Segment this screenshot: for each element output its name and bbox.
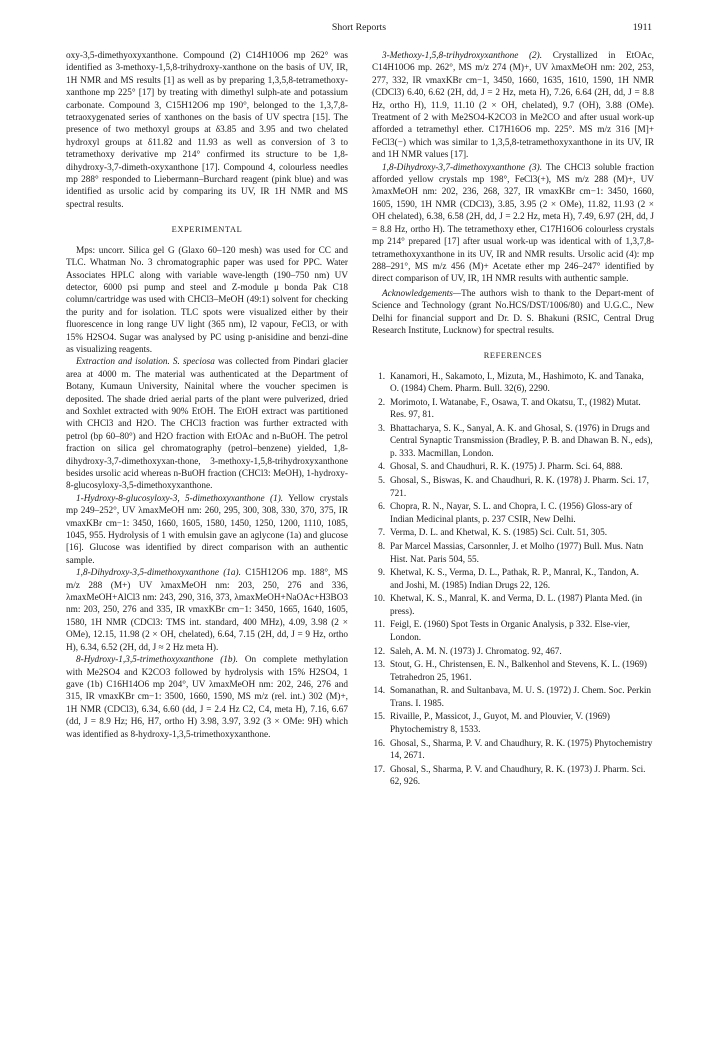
reference-item <box>372 397 654 422</box>
results-paragraph: oxy-3,5-dimethyoxyxanthone. Compound (2) C14H10O6 mp 262° was identified as 3-methoxy-1,5,8-trihydroxy-xanthone on the basis of UV, IR, 1H NMR and MS results [1] as well as by preparing 1,3,5,8-tetramethoxy-xanthone mp 225° [17] by treating with dimethyl sulph-ate and potassium carbonate. Compound 3, C15H12O6 mp 190°, belonged to the 1,3,7,8-tetraoxygenated series of xanthones on the basis of UV spectra [15]. The presence of two methoxyl groups at δ3.85 and 3.95 and two chelated hydroxyl groups at δ11.82 and 11.93 as well as conversion of 3 to tetramethoxy derivative mp 214° confirmed its structure to be 1,8-dihydroxy-3,7-dimeth-oxyxanthone [17]. Compound 4, colourless needles mp 288° responded to Liebermann–Burchard reagent (pink blue) and was identified as ursolic acid by comparing its UV, IR 1H NMR and MS spectral results. <box>66 51 348 210</box>
acknowledgements-text: The authors wish to thank to the Depart-ment of Science and Technology (grant No.HCS/DST/1006/80) and U.G.C., New Delhi for financial support and Dr. D. S. Bhakuni (RSIC, Central Drug Research Institute, Lucknow) for spectral results. <box>372 288 654 336</box>
experimental-heading: EXPERIMENTAL <box>171 225 243 235</box>
reference-text: Khetwal, K. S., Verma, D. L., Pathak, R. P., Manral, K., Tandon, A. and Joshi, M. (1985) Indian Drugs 22, 126. <box>390 568 639 591</box>
reference-text: Khetwal, K. S., Manral, K. and Verma, D. L. (1987) Planta Med. (in press). <box>390 594 643 617</box>
compound-3-text: The CHCl3 soluble fraction afforded yellow crystals mp 198°, FeCl3(+), MS m/z 288 (M)+, UV λmaxMeOH nm: 202, 236, 268, 327, IR νmaxKBr cm−1: 3450, 1660, 1605, 1590, 1H NMR (CDCl3), 3.85, 3.95 (2 × OMe), 11.82, 11.93 (2 × OH chelated), 6.38, 6.58 (2H, dd, J = 2.2 Hz, meta H), 7.49, 6.97 (2H, dd, J = 8.8 Hz, ortho H). The tetramethoxy ether, C17H16O6 colourless crystals mp 214° prepared [17] after usual work-up was identical with of 1,3,7,8-tetramethoxyxanthone in its UV, IR and NMR results. Ursolic acid (4): mp 288–291°, MS m/z 456 (M)+ Acetate ether mp 246–247° identified by direct comparison of UV, IR, 1H NMR results with authentic sample. <box>372 162 654 285</box>
reference-text: Rivaille, P., Massicot, J., Guyot, M. and Plouvier, V. (1969) Phytochemistry 8, 1533. <box>390 712 611 735</box>
acknowledgements-paragraph <box>372 288 654 338</box>
reference-number: 9. <box>378 568 385 579</box>
reference-number: 5. <box>378 476 385 487</box>
running-title: Short Reports <box>331 22 387 33</box>
compound-1-paragraph <box>66 493 348 567</box>
compound-2-text: Crystallized in EtOAc, C14H10O6 mp. 262°, MS m/z 274 (M)+, UV λmaxMeOH nm: 202, 253, 277, 332, IR νmaxKBr cm−1, 3450, 1660, 1635, 1610, 1590, 1H NMR (CDCl3) 6.40, 6.62 (2H, dd, J = 2 Hz, meta H), 7.26, 6.64 (2H, dd, J = 8.8 Hz, ortho H), 11.9, 11.10 (2 × OH, chelated), 9.7 (OH), 3.88 (OMe). Treatment of 2 with Me2SO4-K2CO3 in Me2CO and after usual work-up afforded a tetramethyl ether. C17H16O6 mp. 225°. MS m/z 316 [M]+ FeCl3(−) which was similar to 1,3,5,8-tetramethoxyxanthone in its UV, IR and 1H NMR values [17]. <box>372 51 654 161</box>
reference-item <box>372 593 654 618</box>
reference-text: Ghosal, S., Sharma, P. V. and Chaudhury, R. K. (1973) J. Pharm. Sci. 62, 926. <box>390 764 646 788</box>
reference-text: Kanamori, H., Sakamoto, I., Mizuta, M., Hashimoto, K. and Tanaka, O. (1984) Chem. Pharm. Bull. 32(6), 2290. <box>390 371 644 395</box>
reference-number: 11. <box>373 620 385 631</box>
reference-item <box>372 646 654 658</box>
compound-1b-lead: 8-Hydroxy-1,3,5-trimethoxyxanthone (1b). <box>76 655 238 666</box>
methods-paragraph: Mps: uncorr. Silica gel G (Glaxo 60–120 mesh) was used for CC and TLC. Whatman No. 3 chromatographic paper was used for PPC. Water Associates HPLC along with variable wave-length (190–750 nm) UV detector, 6000 psi pump and steel and Z-module μ bonda Pak C18 column/cartridge was used with CHCl3–MeOH (49:1) solvent for checking the purity and for isolation. TLC spots were visualized either by their fluorescence in long range UV light (365 nm), I2 vapour, FeCl3, or with 15% H2SO4. Sugar was analysed by PC using p-anisidine and benzi-dine as visualizing reagents. <box>66 245 348 355</box>
reference-item <box>372 659 654 684</box>
reference-item <box>372 738 654 763</box>
left-column <box>66 50 348 741</box>
reference-item <box>372 711 654 736</box>
reference-item <box>372 527 654 539</box>
reference-number: 2. <box>378 397 385 408</box>
reference-text: Morimoto, I. Watanabe, F., Osawa, T. and Okatsu, T., (1982) Mutat. Res. 97, 81. <box>390 397 641 421</box>
reference-number: 8. <box>378 542 385 553</box>
reference-number: 17. <box>373 764 385 775</box>
reference-number: 16. <box>373 738 385 749</box>
compound-1-text: Yellow crystals mp 249–252°, UV λmaxMeOH nm: 260, 295, 300, 308, 330, 370, 375, IR νmaxKBr cm−1: 3450, 1660, 1605, 1580, 1450, 1250, 1200, 1110, 1085, 1045, 955. Hydrolysis of 1 with emulsin gave an aglycone (1a) and glucose [16]. Glucose was identified by direct comparison with an authentic sample. <box>66 493 348 566</box>
reference-text: Somanathan, R. and Sultanbava, M. U. S. (1972) J. Chem. Soc. Perkin Trans. I. 1985. <box>390 686 652 709</box>
reference-text: Chopra, R. N., Nayar, S. L. and Chopra, I. C. (1956) Gloss-ary of Indian Medicinal plants, p. 237 CSIR, New Delhi. <box>390 502 633 525</box>
reference-item <box>372 501 654 526</box>
references-heading: REFERENCES <box>483 351 543 361</box>
compound-3-paragraph <box>372 162 654 286</box>
reference-text: Ghosal, S., Biswas, K. and Chaudhuri, R. K. (1978) J. Pharm. Sci. 17, 721. <box>390 476 649 499</box>
compound-3-lead: 1,8-Dihydroxy-3,7-dimethoxyxanthone (3). <box>382 162 543 173</box>
reference-item <box>372 567 654 592</box>
reference-number: 14. <box>373 686 385 697</box>
reference-text: Saleh, A. M. N. (1973) J. Chromatog. 92, 467. <box>390 646 562 657</box>
reference-item <box>372 541 654 566</box>
compound-1a-lead: 1,8-Dihydroxy-3,5-dimethoxyxanthone (1a). <box>76 568 241 579</box>
reference-number: 15. <box>373 712 385 723</box>
compound-1a-paragraph <box>66 567 348 654</box>
compound-1b-text: On complete methylation with Me2SO4 and K2CO3 followed by hydrolysis with 15% H2SO4, 1 gave (1b) C16H14O6 mp 204°, UV λmaxMeOH nm: 202, 246, 276 and 315, IR νmaxKBr cm−1: 3500, 1660, 1590, MS m/z (rel. int.) 302 (M)+, 1H NMR (CDCl3), 6.34, 6.60 (dd, J = 2.4 Hz C2, C4, meta H), 7.16, 6.67 (dd, J = 8.9 Hz; H6, H7, ortho H) 3.98, 3.97, 3.92 (3 × OMe: 9H) which was identified as 8-hydroxy-1,3,5-trimethoxyxanthone. <box>66 655 348 740</box>
reference-text: Stout, G. H., Christensen, E. N., Balkenhol and Stevens, K. L. (1969) Tetrahedron 25, 1961. <box>390 660 647 683</box>
reference-item <box>372 764 654 789</box>
compound-2-paragraph <box>372 50 654 162</box>
compound-1-lead: 1-Hydroxy-8-glucosyloxy-3, 5-dimethoxyxanthone (1). <box>76 493 284 504</box>
reference-text: Bhattacharya, S. K., Sanyal, A. K. and Ghosal, S. (1976) in Drugs and Central Synaptic Transmission (Bradley, P. B. and Dhawan B. N., eds), p. 333. Macmillan, London. <box>390 423 653 459</box>
compound-2-lead: 3-Methoxy-1,5,8-trihydroxyxanthone (2). <box>382 51 543 61</box>
reference-item <box>372 685 654 710</box>
reference-text: Ghosal, S. and Chaudhuri, R. K. (1975) J. Pharm. Sci. 64, 888. <box>390 462 623 473</box>
reference-number: 10. <box>373 594 385 605</box>
reference-item <box>372 475 654 500</box>
extraction-text: was collected from Pindari glacier area at 4000 m. The material was authenticated at the Department of Botany, Kumaun University, Nainital where the voucher specimen is deposited. The shade dried aerial parts of the plant were pulverized, dried and Soxhlet extracted with 90% EtOH. The EtOH extract was partitioned with CHCl3 and H2O. The CHCl3 fraction was further extracted with petrol (bp 60–80°) and H2O fraction with EtOAc and n-BuOH. The petrol fraction on silica gel chromatography (petrol–benzene) yielded, 1,8-dihydroxy-3,7-dimethoxyxan-thone, 3-methoxy-1,5,8-trihydroxyxanthone besides ursolic acid whereas n-BuOH fraction (CHCl3: MeOH), 1-hydroxy-8-glucosyloxy-3,5-dimethoxyxanthone. <box>66 357 349 492</box>
reference-number: 3. <box>378 423 385 434</box>
reference-text: Verma, D. L. and Khetwal, K. S. (1985) Sci. Cult. 51, 305. <box>390 528 608 539</box>
reference-text: Par Marcel Massias, Carsonnler, J. et Molho (1977) Bull. Mus. Natn Hist. Nat. Paris 504, 55. <box>390 542 644 565</box>
reference-text: Ghosal, S., Sharma, P. V. and Chaudhury, R. K. (1975) Phytochemistry 14, 2671. <box>390 738 653 761</box>
reference-text: Feigl, E. (1960) Spot Tests in Organic Analysis, p 332. Else-vier, London. <box>390 620 630 643</box>
reference-item <box>372 619 654 644</box>
reference-item <box>372 371 654 396</box>
reference-number: 6. <box>378 502 385 513</box>
page-number: 1911 <box>632 22 652 33</box>
page-header <box>66 22 652 36</box>
compound-1a-text: C15H12O6 mp. 188°, MS m/z 288 (M+) UV λmaxMeOH nm: 203, 250, 276 and 336, λmaxMeOH+AlCl3 nm: 243, 290, 316, 373, λmaxMeOH+NaOAc+H3BO3 nm: 203, 250, 276 and 335, IR νmaxKBr cm−1: 3450, 1665, 1640, 1605, 1580, 1H NMR (CDCl3: TMS int. standard, 400 MHz), 4.09, 3.98 (2 × OMe), 12.15, 11.98 (2 × OH, chelated), 6.64, 7.15 (2H, dd, J = 9 Hz, ortho H), 6.34, 6.52 (2H, dd, J ≈ 2 Hz meta H). <box>66 568 348 653</box>
extraction-lead: Extraction and isolation. S. speciosa <box>76 357 215 368</box>
reference-number: 1. <box>378 371 385 382</box>
acknowledgements-lead: Acknowledgements— <box>382 288 462 299</box>
reference-number: 7. <box>378 528 385 539</box>
reference-number: 12. <box>373 646 385 657</box>
right-column <box>372 50 654 790</box>
reference-item <box>372 461 654 473</box>
reference-number: 4. <box>378 462 385 473</box>
reference-number: 13. <box>373 660 385 671</box>
references-list <box>372 371 654 789</box>
extraction-paragraph <box>66 356 348 492</box>
reference-item <box>372 423 654 460</box>
compound-1b-paragraph <box>66 654 348 741</box>
